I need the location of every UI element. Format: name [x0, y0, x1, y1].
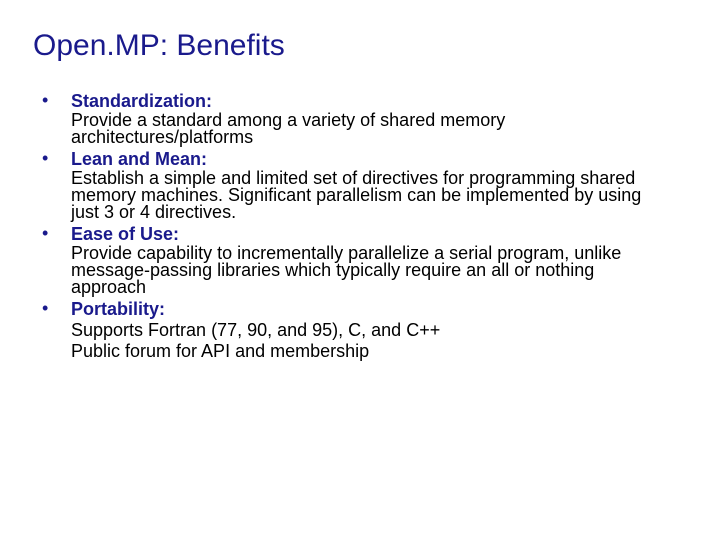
slide-title: Open.MP: Benefits [33, 29, 285, 62]
bullet-heading: Standardization: [71, 91, 213, 111]
bullet-body: Provide capability to incrementally parallelize a serial program, unlike message-passing libraries which typically require an all or nothing approach [71, 243, 622, 297]
bullet-ease-of-use [0, 223, 651, 298]
bullet-lean-and-mean [0, 148, 651, 223]
bullet-line: Public forum for API and membership [71, 341, 370, 361]
bullet-body: Provide a standard among a variety of shared memory architectures/platforms [71, 110, 506, 147]
bullet-heading: Lean and Mean: [71, 149, 208, 169]
bullet-standardization [0, 90, 651, 148]
bullet-marker-icon: • [42, 298, 49, 318]
bullet-marker-icon: • [42, 90, 49, 110]
bullet-body: Establish a simple and limited set of directives for programming shared memory machines. Significant parallelism can be implemented by using just 3 or 4 directives. [71, 168, 642, 222]
bullet-portability [0, 298, 651, 362]
bullet-marker-icon: • [42, 148, 49, 168]
bullet-heading: Ease of Use: [71, 224, 180, 244]
bullet-list [0, 90, 720, 362]
bullet-line: Supports Fortran (77, 90, and 95), C, and C++ [71, 320, 441, 340]
bullet-heading: Portability: [71, 299, 166, 319]
bullet-marker-icon: • [42, 223, 49, 243]
